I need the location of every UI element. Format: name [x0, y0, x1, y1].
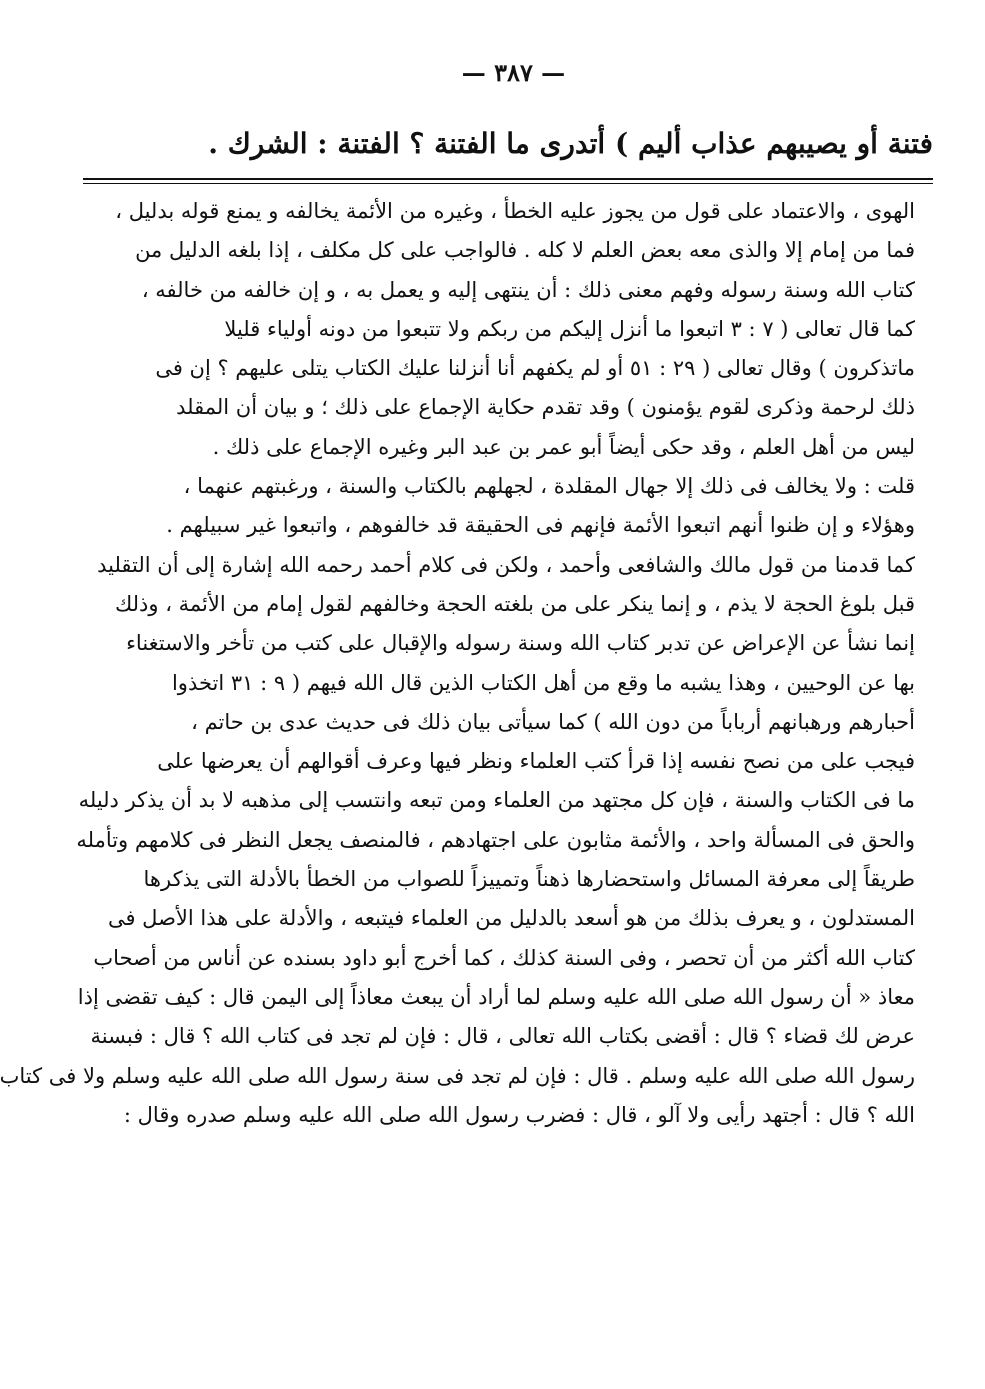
text-line: المستدلون ، و يعرف بذلك من هو أسعد بالدليل من العلماء فيتبعه ، والأدلة على هذا الأصل فى: [107, 906, 915, 931]
text-line: معاذ « أن رسول الله صلى الله عليه وسلم لما أراد أن يبعث معاذاً إلى اليمن قال : كيف تقضى إذا: [77, 984, 915, 1009]
text-line: أحبارهم ورهبانهم أرباباً من دون الله ) كما سيأتى بيان ذلك فى حديث عدى بن حاتم ،: [191, 709, 915, 734]
text-line: ما فى الكتاب والسنة ، فإن كل مجتهد من العلماء ومن تبعه وانتسب إلى مذهبه لا بد أن يذكر دليله: [78, 788, 915, 813]
text-line: طريقاً إلى معرفة المسائل واستحضارها ذهناً وتمييزاً للصواب من الخطأ بالأدلة التى يذكرها: [143, 867, 915, 892]
text-line: ليس من أهل العلم ، وقد حكى أيضاً أبو عمر بن عبد البر وغيره الإجماع على ذلك .: [212, 434, 915, 459]
text-line: الله ؟ قال : أجتهد رأيى ولا آلو ، قال : فضرب رسول الله صلى الله عليه وسلم صدره وقال :: [123, 1102, 915, 1127]
text-line: إنما نشأ عن الإعراض عن تدبر كتاب الله وسنة رسوله والإقبال على كتب من تأخر والاستغناء: [126, 631, 915, 656]
page-number: — ٣٨٧ —: [461, 58, 566, 87]
text-line: كما قدمنا من قول مالك والشافعى وأحمد ، ولكن فى كلام أحمد رحمه الله إشارة إلى أن التقليد: [97, 552, 915, 577]
text-line: كتاب الله وسنة رسوله وفهم معنى ذلك : أن ينتهى إليه و يعمل به ، و إن خالفه من خالفه ،: [141, 277, 915, 302]
header-rule: [83, 178, 933, 180]
text-line: ماتذكرون ) وقال تعالى ( ٢٩ : ٥١ أو لم يكفهم أنا أنزلنا عليك الكتاب يتلى عليهم ؟ إن فى: [155, 356, 915, 381]
text-line: عرض لك قضاء ؟ قال : أقضى بكتاب الله تعالى ، قال : فإن لم تجد فى كتاب الله ؟ قال : فبسنة: [90, 1024, 915, 1049]
text-line: ذلك لرحمة وذكرى لقوم يؤمنون ) وقد تقدم حكاية الإجماع على ذلك ؛ و بيان أن المقلد: [176, 395, 915, 420]
text-line: بها عن الوحيين ، وهذا يشبه ما وقع من أهل الكتاب الذين قال الله فيهم ( ٩ : ٣١ اتخذوا: [171, 670, 915, 695]
text-line: والحق فى المسألة واحد ، والأئمة مثابون على اجتهادهم ، فالمنصف يجعل النظر فى كلامهم وتأمله: [76, 827, 915, 852]
text-line: رسول الله صلى الله عليه وسلم . قال : فإن لم تجد فى سنة رسول الله صلى الله عليه وسلم ولا فى كتاب: [0, 1063, 915, 1088]
text-line: فيجب على من نصح نفسه إذا قرأ كتب العلماء ونظر فيها وعرف أقوالهم أن يعرضها على: [157, 749, 915, 774]
text-line: قبل بلوغ الحجة لا يذم ، و إنما ينكر على من بلغته الحجة وخالفهم لقول إمام من الأئمة ، وذلك: [114, 591, 915, 616]
text-line: الهوى ، والاعتماد على قول من يجوز عليه الخطأ ، وغيره من الأئمة يخالفه و يمنع قوله بدليل ،: [115, 199, 915, 223]
header-rule-thin: [83, 183, 933, 184]
text-line: فما من إمام إلا والذى معه بعض العلم لا كله . فالواجب على كل مكلف ، إذا بلغه الدليل من: [135, 238, 915, 263]
text-line: قلت : ولا يخالف فى ذلك إلا جهال المقلدة ، لجهلهم بالكتاب والسنة ، ورغبتهم عنهما ،: [183, 474, 915, 499]
text-line: كتاب الله أكثر من أن تحصر ، وفى السنة كذلك ، كما أخرج أبو داود بسنده عن أناس من أصحاب: [93, 945, 915, 970]
text-line: وهؤلاء و إن ظنوا أنهم اتبعوا الأئمة فإنهم فى الحقيقة قد خالفوهم ، واتبعوا غير سبيلهم .: [166, 513, 915, 538]
header-line: فتنة أو يصيبهم عذاب أليم ) أتدرى ما الفتنة ؟ الفتنة : الشرك .: [208, 127, 933, 160]
text-line: كما قال تعالى ( ٧ : ٣ اتبعوا ما أنزل إليكم من ربكم ولا تتبعوا من دونه أولياء قليلا: [224, 316, 915, 341]
body-text: [0, 192, 915, 1135]
